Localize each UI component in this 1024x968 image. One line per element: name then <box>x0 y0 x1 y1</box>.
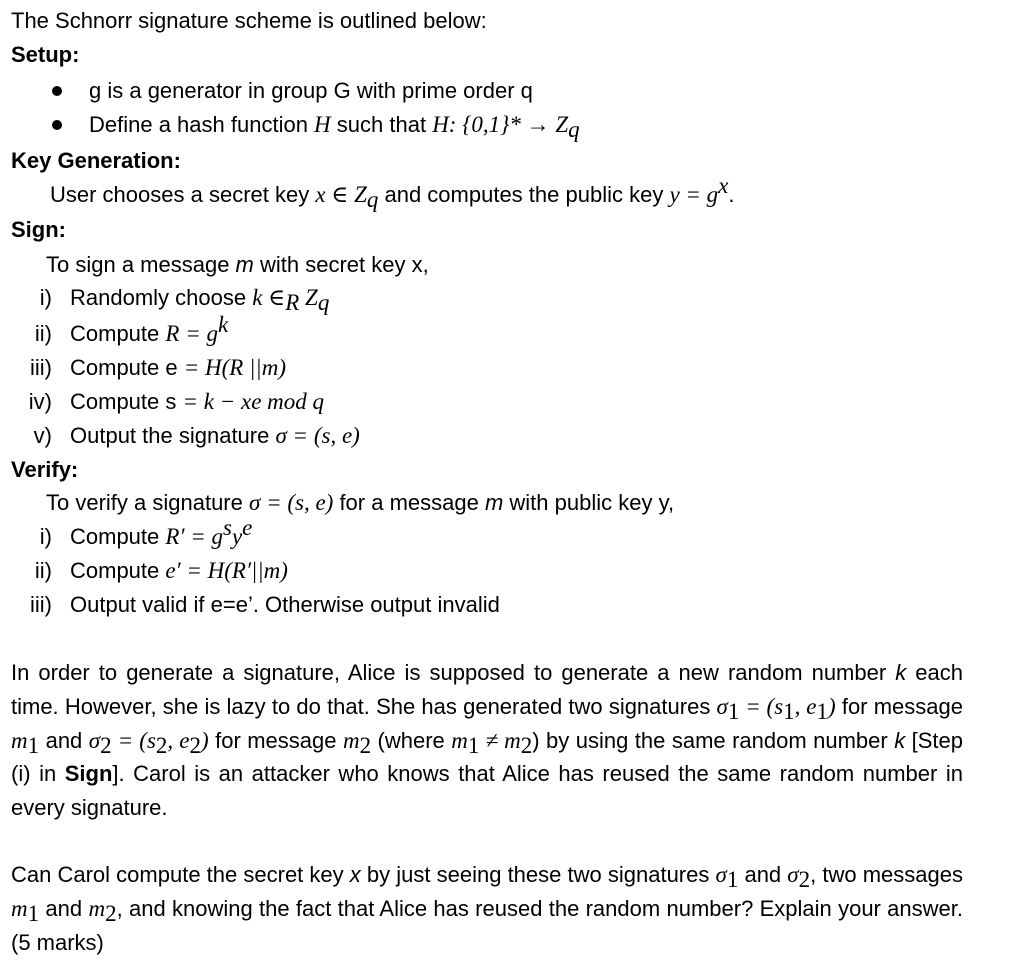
setup-heading: Setup: <box>11 42 80 67</box>
sign-lead: To sign a message m with secret key x, <box>46 252 429 277</box>
sign-step-3: iii) Compute e = H(R ||m) <box>30 355 286 380</box>
verify-lead: To verify a signature σ = (s, e) for a message m with public key y, <box>46 490 675 515</box>
setup-bullet-1: g is a generator in group G with prime order q <box>89 78 533 103</box>
sign-step-5: v) Output the signature σ = (s, e) <box>33 423 360 448</box>
sign-step-4: iv) Compute s = k − xe mod q <box>28 389 325 414</box>
keygen-heading: Key Generation: <box>11 148 181 173</box>
verify-heading: Verify: <box>11 457 79 482</box>
verify-step-1: i) Compute $R' = g^sy^e$ <box>39 515 253 549</box>
question-context-paragraph: In order to generate a signature, Alice is supposed to generate a new random number k each time. However, she is lazy to do that. She has generated two signatures $\sigma_1 = (s_1$, $e_1$) for message $m_1$ and $\sigma_2 = (s_2$, $e_2$) for message $m_2$ (where $m_1 \ne m_2$) by using the same random number k [Step (i) in Sign]. Carol is an attacker who knows that Alice has reused the same random number in every signature. <box>11 660 964 821</box>
question-paragraph: Can Carol compute the secret key x by just seeing these two signatures $\sigma_1$ and $\sigma_2$, two messages $m_1$ and $m_2$, and knowing the fact that Alice has reused the random number? Explain your answer. (5 marks) <box>11 862 963 955</box>
keygen-text: User chooses a secret key x ∈ $Z_q$ and computes the public key $y = g^x$. <box>50 173 735 212</box>
sign-step-2: ii) Compute $R = g^k$ <box>34 312 229 346</box>
sign-step-1: i) Randomly choose k $\in_R$ $Z_q$ <box>39 285 330 315</box>
verify-step-3: iii) Output valid if e=e’. Otherwise output invalid <box>30 592 500 617</box>
sign-heading: Sign: <box>11 217 66 242</box>
setup-bullet-2: Define a hash function H such that H: $\{0,1\}* \to Z_q$ <box>89 112 580 142</box>
verify-step-2: ii) Compute e′ = H(R′||m) <box>34 558 288 583</box>
bullet-icon <box>52 86 62 96</box>
intro-text: The Schnorr signature scheme is outlined below: <box>11 8 487 33</box>
bullet-icon <box>52 120 62 130</box>
